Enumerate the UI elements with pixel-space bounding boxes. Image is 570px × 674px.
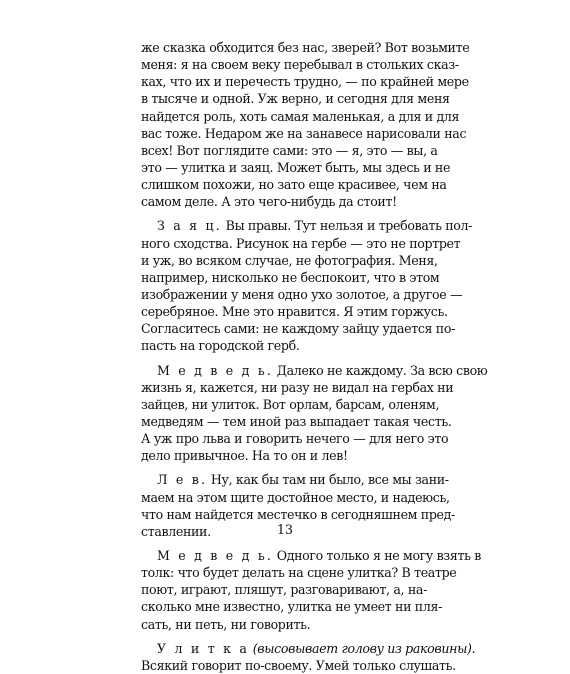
paragraph (141, 362, 488, 465)
text-line: поют, играют, пляшут, разговаривают, а, на- (141, 582, 427, 598)
text-line: и уж, во всяком случае, не фотография. Меня, (141, 252, 438, 268)
text-line: что нам найдется местечко в сегодняшнем пред- (141, 506, 455, 522)
text-line: в тысяче и одной. Уж верно, и сегодня для меня (141, 91, 450, 107)
stage-direction: (высовывает голову из раковины). (249, 640, 476, 656)
speaker-name: М е д в е д ь. (157, 547, 274, 563)
text-line: толк: что будет делать на сцене улитка? В театре (141, 565, 457, 581)
text-line: ного сходства. Рисунок на гербе — это не портрет (141, 235, 461, 251)
speaker-name: Л е в. (157, 472, 208, 488)
speaker-name: З а я ц. (157, 218, 223, 234)
text-line: слишком похожи, но зато еще красивее, чем на (141, 177, 447, 193)
paragraph (141, 39, 470, 210)
text-line: изображении у меня одно ухо золотое, а другое — (141, 286, 463, 302)
text-line (141, 640, 476, 657)
text-line: дело привычное. На то он и лев! (141, 448, 348, 464)
paragraph (141, 217, 473, 354)
text-line: Всякий говорит по-своему. Умей только слушать. (141, 657, 456, 673)
text-line: всех! Вот поглядите сами: это — я, это — вы, а (141, 142, 438, 158)
text-line: медведям — тем иной раз выпадает такая честь. (141, 413, 452, 429)
text-line: пасть на городской герб. (141, 338, 300, 354)
text-line: сколько мне известно, улитка не умеет ни пля- (141, 599, 442, 615)
text-segment: Ну, как бы там ни было, все мы зани- (207, 472, 449, 488)
text-line: маем на этом щите достойное место, и надеюсь, (141, 489, 450, 505)
text-line: зайцев, ни улиток. Вот орлам, барсам, оленям, (141, 396, 440, 412)
speaker-name: М е д в е д ь. (157, 362, 274, 378)
text-line: Согласитесь сами: не каждому зайцу удается по- (141, 321, 455, 337)
text-line: жизнь я, кажется, ни разу не видал на гербах ни (141, 379, 454, 395)
text-segment: Вы правы. Тут нельзя и требовать пол- (222, 218, 473, 234)
text-line: А уж про льва и говорить нечего — для него это (141, 431, 449, 447)
page-number: 13 (276, 522, 294, 537)
text-line (141, 547, 482, 564)
text-line: же сказка обходится без нас, зверей? Вот возьмите (141, 40, 470, 55)
text-line: меня: я на своем веку перебывал в стольких сказ- (141, 57, 459, 73)
text-line: серебряное. Мне это нравится. Я этим горжусь. (141, 304, 448, 320)
text-line (141, 217, 473, 234)
text-line (141, 471, 449, 488)
text-segment: Одного только я не могу взять в (273, 547, 482, 563)
text-line: ках, что их и перечесть трудно, — по крайней мере (141, 74, 469, 90)
text-line (141, 362, 488, 379)
text-line: сать, ни петь, ни говорить. (141, 616, 311, 632)
paragraph (141, 547, 482, 633)
text-line: вас тоже. Недаром же на занавесе нарисовали нас (141, 125, 467, 141)
text-line: самом деле. А это чего-нибудь да стоит! (141, 194, 397, 210)
text-line: например, нисколько не беспокоит, что в этом (141, 269, 440, 285)
paragraph (141, 640, 476, 674)
page-text (141, 39, 488, 674)
text-line: это — улитка и заяц. Может быть, мы здесь и не (141, 159, 451, 175)
text-line: ставлении. (141, 523, 211, 539)
text-line: найдется роль, хоть самая маленькая, а для и для (141, 108, 460, 124)
speaker-name: У л и т к а (157, 640, 250, 656)
text-segment: Далеко не каждому. За всю свою (273, 362, 488, 378)
